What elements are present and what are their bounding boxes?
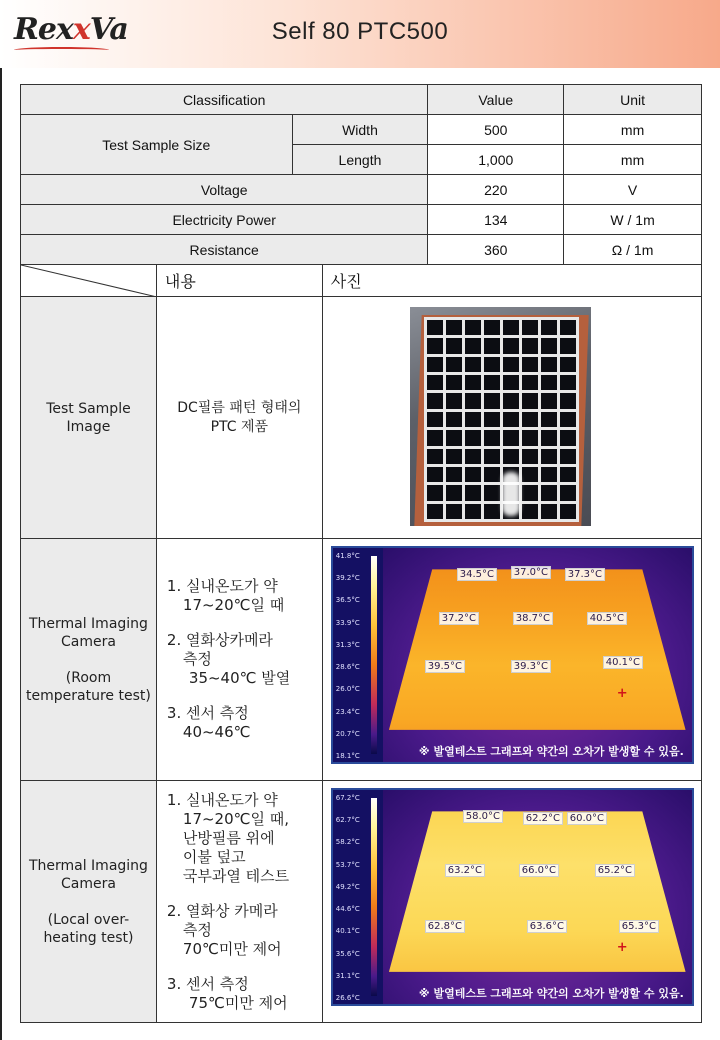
- ptc-cell: [541, 504, 557, 519]
- ptc-cell: [427, 320, 443, 335]
- scale-tick-label: 20.7°C: [335, 729, 360, 738]
- width-unit: mm: [564, 115, 702, 145]
- ptc-cell: [541, 338, 557, 353]
- ptc-cell: [427, 504, 443, 519]
- detail-header-row: [21, 265, 702, 297]
- resistance-label: Resistance: [21, 235, 428, 265]
- ptc-cell: [541, 430, 557, 445]
- ptc-cell: [541, 320, 557, 335]
- scale-tick-label: 39.2°C: [335, 574, 360, 583]
- list-line: 국부과열 테스트: [182, 866, 290, 885]
- row-thermal-local: [21, 781, 702, 1023]
- list-line: 1. 실내온도가 약: [166, 577, 278, 595]
- ptc-cell: [503, 412, 519, 427]
- list-line: 1. 실내온도가 약: [166, 790, 278, 809]
- scale-tick-label: 33.9°C: [335, 618, 360, 627]
- ptc-cell: [427, 449, 443, 464]
- temperature-point-label: 38.7°C: [513, 612, 553, 625]
- ptc-cell: [484, 449, 500, 464]
- ptc-cell: [446, 357, 462, 372]
- scale-tick-label: 23.4°C: [335, 707, 360, 716]
- ptc-cell: [560, 357, 576, 372]
- label-line: Camera: [60, 633, 116, 650]
- scale-tick-label: 49.2°C: [335, 882, 360, 891]
- temperature-scale: [333, 790, 383, 1004]
- ptc-cell: [446, 412, 462, 427]
- temperature-point-label: 39.3°C: [511, 660, 551, 673]
- voltage-value: 220: [428, 175, 564, 205]
- ptc-cell: [560, 430, 576, 445]
- ptc-cell: [446, 375, 462, 390]
- content-line: DC필름 패턴 형태의: [177, 399, 302, 416]
- list-line: 측정: [182, 650, 212, 668]
- specs-row-resistance: [21, 235, 702, 265]
- scale-tick-label: 41.8°C: [335, 552, 360, 560]
- ptc-cell: [503, 393, 519, 408]
- temperature-point-label: 37.2°C: [439, 612, 479, 625]
- temperature-point-label: 63.2°C: [445, 864, 485, 877]
- scale-tick-label: 18.1°C: [335, 752, 360, 760]
- row-content-thermal-room: [156, 539, 322, 781]
- specs-table: [20, 84, 702, 265]
- ptc-cell: [503, 449, 519, 464]
- ptc-cell: [427, 412, 443, 427]
- ptc-cell: [503, 357, 519, 372]
- label-line: Image: [66, 418, 111, 435]
- row-test-sample: [21, 297, 702, 539]
- row-label-thermal-local: [21, 781, 157, 1023]
- list-line: 40~46℃: [182, 723, 251, 741]
- specs-row-voltage: [21, 175, 702, 205]
- measurement-note: ※ 발열테스트 그래프와 약간의 오차가 발생할 수 있음.: [418, 745, 684, 758]
- ptc-cell: [522, 412, 538, 427]
- ptc-cell: [465, 504, 481, 519]
- list-line: 75℃미만 제어: [188, 993, 288, 1012]
- temperature-point-label: 62.8°C: [425, 920, 465, 933]
- power-unit: W / 1m: [564, 205, 702, 235]
- row-thermal-room: [21, 539, 702, 781]
- ptc-cell: [522, 430, 538, 445]
- logo-text-x: x: [72, 12, 90, 47]
- ptc-cell: [560, 320, 576, 335]
- ptc-cell: [427, 485, 443, 500]
- scale-tick-label: 58.2°C: [335, 838, 360, 847]
- list-line: 이불 덮고: [182, 847, 246, 866]
- ptc-cell: [484, 412, 500, 427]
- page-title: Self 80 PTC500: [271, 18, 449, 45]
- label-line: heating test): [43, 929, 134, 946]
- temperature-point-label: 58.0°C: [463, 810, 503, 823]
- temperature-point-label: 40.1°C: [603, 656, 643, 669]
- temperature-point-label: 37.3°C: [565, 568, 605, 581]
- crosshair-icon: +: [616, 686, 628, 701]
- scale-tick-label: 62.7°C: [335, 816, 360, 825]
- logo-text-right: Va: [89, 12, 128, 47]
- list-line: 2. 열화상 카메라: [166, 901, 278, 920]
- list-item: [167, 631, 322, 688]
- label-line: temperature test): [26, 687, 151, 704]
- scale-tick-label: 28.6°C: [335, 663, 360, 672]
- ptc-cell: [465, 467, 481, 482]
- ptc-cell: [465, 485, 481, 500]
- ptc-cell: [522, 320, 538, 335]
- diagonal-header-cell: [21, 265, 157, 297]
- sample-size-label: Test Sample Size: [21, 115, 293, 175]
- ptc-cell: [465, 393, 481, 408]
- ptc-cell: [427, 357, 443, 372]
- ptc-cell: [560, 375, 576, 390]
- ptc-cell: [465, 375, 481, 390]
- temperature-point-label: 34.5°C: [457, 568, 497, 581]
- crosshair-icon: +: [616, 940, 628, 955]
- list-line: 3. 센서 측정: [166, 704, 249, 722]
- ptc-cell: [427, 430, 443, 445]
- resistance-unit: Ω / 1m: [564, 235, 702, 265]
- ptc-cell: [446, 449, 462, 464]
- thermal-image-local: [331, 788, 694, 1006]
- ptc-cell: [560, 393, 576, 408]
- specs-header-classification: Classification: [21, 85, 428, 115]
- ptc-cell: [465, 320, 481, 335]
- ptc-cell: [484, 467, 500, 482]
- ptc-cell: [427, 338, 443, 353]
- ptc-cell: [560, 504, 576, 519]
- ptc-cell: [560, 485, 576, 500]
- ptc-cell: [503, 430, 519, 445]
- ptc-cell: [541, 467, 557, 482]
- list-line: 17~20℃일 때,: [182, 809, 290, 828]
- scale-tick-label: 53.7°C: [335, 860, 360, 869]
- ptc-cell: [541, 449, 557, 464]
- ptc-cell: [484, 430, 500, 445]
- scale-bar: [371, 556, 377, 754]
- ptc-cell: [427, 467, 443, 482]
- temperature-point-label: 40.5°C: [587, 612, 627, 625]
- ptc-cell: [484, 393, 500, 408]
- ptc-cell: [427, 393, 443, 408]
- ptc-cell: [560, 449, 576, 464]
- ptc-cell: [503, 375, 519, 390]
- list-item: [167, 791, 322, 886]
- specs-header-unit: Unit: [564, 85, 702, 115]
- list-item: [167, 577, 322, 615]
- ptc-cell: [522, 393, 538, 408]
- ptc-cell: [484, 320, 500, 335]
- column-header-content: 내용: [156, 265, 322, 297]
- ptc-cell: [541, 375, 557, 390]
- ptc-cell: [522, 504, 538, 519]
- thermal-local-cell: [322, 781, 701, 1023]
- specs-row-power: [21, 205, 702, 235]
- scale-tick-label: 36.5°C: [335, 596, 360, 605]
- content-line: PTC 제품: [210, 418, 269, 435]
- ptc-cell: [484, 338, 500, 353]
- specs-header-row: [21, 85, 702, 115]
- list-line: 35~40℃ 발열: [188, 669, 291, 687]
- ptc-cell: [484, 357, 500, 372]
- ptc-cell: [446, 485, 462, 500]
- row-content-test-sample: [156, 297, 322, 539]
- ptc-cell: [541, 412, 557, 427]
- scale-bar: [371, 798, 377, 996]
- specs-header-value: Value: [428, 85, 564, 115]
- row-label-test-sample: [21, 297, 157, 539]
- ptc-cell: [446, 430, 462, 445]
- diagonal-line: [21, 265, 157, 297]
- list-line: 3. 센서 측정: [166, 974, 249, 993]
- temperature-point-label: 66.0°C: [519, 864, 559, 877]
- thermal-image-room: [331, 546, 694, 764]
- ptc-cell: [465, 357, 481, 372]
- label-line: Camera: [60, 875, 116, 892]
- ptc-cell: [484, 504, 500, 519]
- power-value: 134: [428, 205, 564, 235]
- left-divider: [0, 68, 2, 1040]
- ptc-cell: [522, 357, 538, 372]
- sample-photo: [410, 307, 591, 526]
- ptc-cell: [503, 320, 519, 335]
- label-line: (Room: [65, 669, 112, 686]
- temperature-point-label: 37.0°C: [511, 566, 551, 579]
- page-header: [0, 0, 720, 68]
- scale-tick-label: 67.2°C: [335, 794, 360, 802]
- ptc-cell: [560, 338, 576, 353]
- photo-glare: [502, 472, 520, 516]
- power-label: Electricity Power: [21, 205, 428, 235]
- ptc-cell: [484, 375, 500, 390]
- temperature-point-label: 62.2°C: [523, 812, 563, 825]
- row-content-thermal-local: [156, 781, 322, 1023]
- scale-tick-label: 26.6°C: [335, 994, 360, 1002]
- temperature-point-label: 65.3°C: [619, 920, 659, 933]
- ptc-cell: [465, 412, 481, 427]
- temperature-point-label: 65.2°C: [595, 864, 635, 877]
- width-value: 500: [428, 115, 564, 145]
- voltage-label: Voltage: [21, 175, 428, 205]
- logo-swoosh-icon: [14, 47, 109, 53]
- voltage-unit: V: [564, 175, 702, 205]
- ptc-cell: [446, 338, 462, 353]
- ptc-cell: [522, 485, 538, 500]
- ptc-cell: [427, 375, 443, 390]
- length-value: 1,000: [428, 145, 564, 175]
- temperature-point-label: 60.0°C: [567, 812, 607, 825]
- sample-photo-cell: [322, 297, 701, 539]
- width-label: Width: [292, 115, 428, 145]
- list-item: [167, 704, 322, 742]
- length-unit: mm: [564, 145, 702, 175]
- scale-tick-label: 35.6°C: [335, 949, 360, 958]
- ptc-cell: [522, 338, 538, 353]
- label-line: (Local over-: [47, 911, 130, 928]
- scale-tick-label: 26.0°C: [335, 685, 360, 694]
- ptc-cell: [465, 449, 481, 464]
- ptc-cell: [560, 467, 576, 482]
- length-label: Length: [292, 145, 428, 175]
- ptc-cell: [541, 357, 557, 372]
- logo-text-left: Rex: [14, 12, 73, 47]
- list-line: 측정: [182, 920, 212, 939]
- list-item: [167, 975, 322, 1013]
- ptc-cell: [522, 375, 538, 390]
- ptc-cell: [465, 338, 481, 353]
- ptc-cell: [522, 467, 538, 482]
- ptc-cell: [503, 338, 519, 353]
- specs-row-width: [21, 115, 702, 145]
- list-line: 2. 열화상카메라: [166, 631, 273, 649]
- detail-table: [20, 264, 702, 1023]
- ptc-cell: [541, 485, 557, 500]
- scale-tick-label: 31.3°C: [335, 640, 360, 649]
- temperature-scale: [333, 548, 383, 762]
- temperature-point-label: 63.6°C: [527, 920, 567, 933]
- ptc-cell: [465, 430, 481, 445]
- label-line: Test Sample: [46, 400, 131, 417]
- list-line: 난방필름 위에: [182, 828, 275, 847]
- ptc-cell: [560, 412, 576, 427]
- column-header-photo: 사진: [322, 265, 701, 297]
- ptc-cell: [522, 449, 538, 464]
- label-line: Thermal Imaging: [28, 615, 148, 632]
- list-line: 17~20℃일 때: [182, 596, 285, 614]
- scale-tick-label: 44.6°C: [335, 905, 360, 914]
- ptc-cell: [484, 485, 500, 500]
- label-line: Thermal Imaging: [28, 857, 148, 874]
- thermal-room-cell: [322, 539, 701, 781]
- measurement-note: ※ 발열테스트 그래프와 약간의 오차가 발생할 수 있음.: [418, 987, 684, 1000]
- temperature-point-label: 39.5°C: [425, 660, 465, 673]
- ptc-cell: [541, 393, 557, 408]
- ptc-cell: [446, 320, 462, 335]
- ptc-cell: [446, 504, 462, 519]
- row-label-thermal-room: [21, 539, 157, 781]
- list-line: 70℃미만 제어: [182, 939, 282, 958]
- ptc-cell: [446, 393, 462, 408]
- ptc-cell: [446, 467, 462, 482]
- scale-tick-label: 31.1°C: [335, 971, 360, 980]
- resistance-value: 360: [428, 235, 564, 265]
- scale-tick-label: 40.1°C: [335, 927, 360, 936]
- list-item: [167, 902, 322, 959]
